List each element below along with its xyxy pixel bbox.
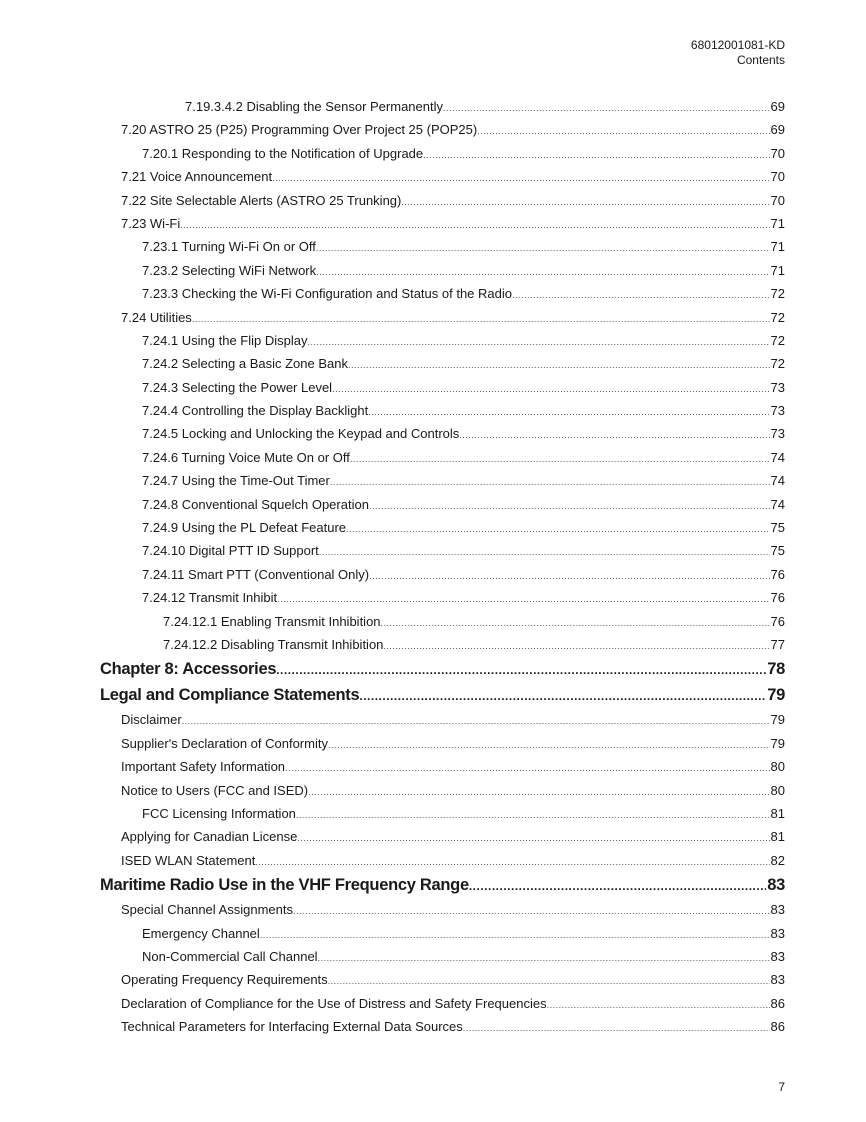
table-of-contents [0,95,866,1038]
toc-entry-page: 69 [770,99,785,114]
toc-entry[interactable] [0,189,785,212]
toc-entry-title: Declaration of Compliance for the Use of Distress and Safety Frequencies [121,995,547,1011]
toc-entry[interactable] [0,282,785,305]
dot-leader [318,947,770,968]
toc-entry-title: ISED WLAN Statement [121,852,256,868]
dot-leader [512,284,770,305]
toc-entry-title: Non-Commercial Call Channel [142,948,318,964]
toc-entry-title: 7.23.1 Turning Wi-Fi On or Off [142,239,316,255]
toc-entry-page: 70 [770,192,785,208]
toc-entry[interactable] [0,825,785,848]
toc-entry[interactable] [0,446,785,469]
toc-entry-page: 73 [770,379,785,395]
toc-entry-title: 7.19.3.4.2 Disabling the Sensor Permanently [185,99,443,114]
dot-leader [477,120,769,141]
toc-entry[interactable] [0,610,785,633]
dot-leader [308,781,769,802]
dot-leader [272,167,769,188]
toc-entry[interactable] [0,306,785,329]
toc-entry-title: 7.21 Voice Announcement [121,169,273,185]
dot-leader [285,757,770,778]
toc-entry-title: Emergency Channel [142,925,260,941]
toc-entry-title: Important Safety Information [121,759,286,775]
toc-entry-title: 7.24.2 Selecting a Basic Zone Bank [142,356,348,372]
toc-entry[interactable] [0,212,785,235]
toc-entry[interactable] [0,469,785,492]
dot-leader [260,924,770,945]
toc-entry-title: Applying for Canadian License [121,829,298,845]
toc-entry-title: 7.24.12.2 Disabling Transmit Inhibition [163,636,384,652]
toc-entry-page: 72 [770,332,785,348]
dot-leader [316,261,769,282]
toc-entry[interactable] [0,399,785,422]
toc-entry-title: Legal and Compliance Statements [100,686,360,705]
toc-chapter-entry[interactable] [0,872,785,898]
dot-leader [346,518,769,539]
dot-leader [423,144,769,165]
toc-entry-page: 81 [770,829,785,845]
toc-entry-page: 86 [770,1019,785,1035]
toc-chapter-entry[interactable] [0,656,785,682]
dot-leader [359,683,766,708]
toc-entry[interactable] [0,95,785,118]
toc-entry-title: 7.20.1 Responding to the Notification of Upgrade [142,145,424,161]
toc-entry-title: 7.24.8 Conventional Squelch Operation [142,496,369,512]
dot-leader [330,471,770,492]
toc-entry-title: 7.23.2 Selecting WiFi Network [142,262,317,278]
dot-leader [328,734,770,755]
dot-leader [383,635,769,656]
dot-leader [182,710,770,731]
toc-entry-page: 75 [770,543,785,559]
toc-entry[interactable] [0,376,785,399]
section-name: Contents [736,53,785,67]
dot-leader [381,612,770,633]
toc-entry[interactable] [0,898,785,921]
toc-entry[interactable] [0,708,785,731]
toc-entry-page: 80 [770,759,785,775]
toc-entry-page: 74 [770,496,785,512]
toc-entry-title: 7.24.9 Using the PL Defeat Feature [142,520,347,536]
dot-leader [368,401,769,422]
toc-entry[interactable] [0,422,785,445]
toc-entry-page: 74 [770,449,785,465]
toc-entry-page: 70 [770,145,785,161]
dot-leader [369,495,770,516]
toc-entry-page: 72 [770,356,785,372]
toc-entry-page: 79 [767,686,785,705]
toc-entry-page: 79 [770,735,785,751]
toc-entry-page: 81 [770,805,785,821]
dot-leader [348,354,770,375]
toc-entry-page: 83 [770,902,785,918]
toc-entry[interactable] [0,802,785,825]
toc-entry-page: 73 [770,403,785,419]
toc-entry-page: 77 [770,636,785,652]
toc-entry-page: 71 [770,262,785,278]
toc-entry-title: Maritime Radio Use in the VHF Frequency Range [100,876,469,895]
toc-entry[interactable] [0,732,785,755]
dot-leader [369,565,769,586]
toc-entry-page: 69 [770,122,785,138]
toc-entry-title: 7.24.12.1 Enabling Transmit Inhibition [163,613,381,629]
toc-entry[interactable] [0,493,785,516]
toc-entry[interactable] [0,142,785,165]
toc-entry-title: 7.24.4 Controlling the Display Backlight [142,403,369,419]
toc-entry-title: 7.24.7 Using the Time-Out Timer [142,473,330,489]
dot-leader [319,541,770,562]
dot-leader [401,191,769,212]
dot-leader [459,424,769,445]
toc-entry-title: 7.23 Wi-Fi [121,215,181,231]
running-header [691,38,785,68]
dot-leader [443,97,770,118]
toc-entry-title: 7.22 Site Selectable Alerts (ASTRO 25 Trunking) [121,192,402,208]
toc-entry-title: Chapter 8: Accessories [100,660,277,679]
toc-entry-title: 7.24.1 Using the Flip Display [142,332,308,348]
dot-leader [463,1017,770,1038]
toc-entry-title: Technical Parameters for Interfacing External Data Sources [121,1019,463,1035]
dot-leader [316,237,770,258]
toc-entry-page: 83 [770,948,785,964]
toc-entry-title: Operating Frequency Requirements [121,972,328,988]
toc-entry-title: Disclaimer [121,712,182,728]
toc-entry-title: 7.20 ASTRO 25 (P25) Programming Over Project 25 (POP25) [121,122,478,138]
dot-leader [547,994,770,1015]
toc-entry[interactable] [0,1015,785,1038]
toc-entry-page: 83 [770,925,785,941]
toc-entry-title: 7.24.5 Locking and Unlocking the Keypad and Controls [142,426,460,442]
dot-leader [277,588,769,609]
dot-leader [307,331,769,352]
toc-entry-page: 76 [770,590,785,606]
dot-leader [255,851,769,872]
toc-entry-page: 72 [770,309,785,325]
toc-entry[interactable] [0,539,785,562]
toc-entry[interactable] [0,755,785,778]
toc-chapter-entry[interactable] [0,682,785,708]
toc-entry-page: 83 [767,876,785,895]
toc-entry-page: 79 [770,712,785,728]
dot-leader [350,448,770,469]
toc-entry[interactable] [0,563,785,586]
toc-entry-page: 80 [770,782,785,798]
toc-entry[interactable] [0,922,785,945]
toc-entry-page: 75 [770,520,785,536]
toc-entry-title: 7.24.10 Digital PTT ID Support [142,543,319,559]
toc-entry[interactable] [0,849,785,872]
toc-entry-title: 7.24 Utilities [121,309,192,325]
toc-entry[interactable] [0,329,785,352]
toc-entry-page: 71 [770,239,785,255]
toc-entry-page: 76 [770,566,785,582]
toc-entry-page: 73 [770,426,785,442]
toc-entry[interactable] [0,586,785,609]
toc-entry-page: 74 [770,473,785,489]
toc-entry[interactable] [0,992,785,1015]
toc-entry-title: Special Channel Assignments [121,902,293,918]
toc-entry-page: 78 [767,660,785,679]
dot-leader [296,804,770,825]
dot-leader [297,827,769,848]
page-number: 7 [778,1080,785,1094]
toc-entry[interactable] [0,968,785,991]
toc-entry[interactable] [0,779,785,802]
dot-leader [328,970,770,991]
toc-entry[interactable] [0,118,785,141]
dot-leader [192,308,770,329]
toc-entry[interactable] [0,165,785,188]
toc-entry-title: Supplier's Declaration of Conformity [121,735,328,751]
toc-entry-page: 83 [770,972,785,988]
toc-entry[interactable] [0,516,785,539]
toc-entry-page: 72 [770,286,785,302]
toc-entry[interactable] [0,945,785,968]
document-number: 68012001081-KD [690,38,785,52]
toc-entry-title: 7.24.12 Transmit Inhibit [142,590,278,606]
toc-entry-page: 86 [770,995,785,1011]
toc-entry-page: 76 [770,613,785,629]
toc-entry-page: 70 [770,169,785,185]
toc-entry-title: 7.24.11 Smart PTT (Conventional Only) [142,566,370,582]
toc-entry-title: 7.23.3 Checking the Wi-Fi Configuration and Status of the Radio [142,286,512,302]
toc-entry-title: FCC Licensing Information [142,805,296,821]
dot-leader [180,214,769,235]
toc-entry[interactable] [0,259,785,282]
toc-entry-title: 7.24.3 Selecting the Power Level [142,379,333,395]
dot-leader [293,900,770,921]
toc-entry-title: Notice to Users (FCC and ISED) [121,782,309,798]
toc-entry-page: 82 [770,852,785,868]
toc-entry[interactable] [0,352,785,375]
dot-leader [469,873,766,898]
toc-entry[interactable] [0,235,785,258]
toc-entry-page: 71 [770,215,785,231]
toc-entry[interactable] [0,633,785,656]
dot-leader [332,378,769,399]
toc-entry-title: 7.24.6 Turning Voice Mute On or Off [142,449,350,465]
dot-leader [276,657,766,682]
